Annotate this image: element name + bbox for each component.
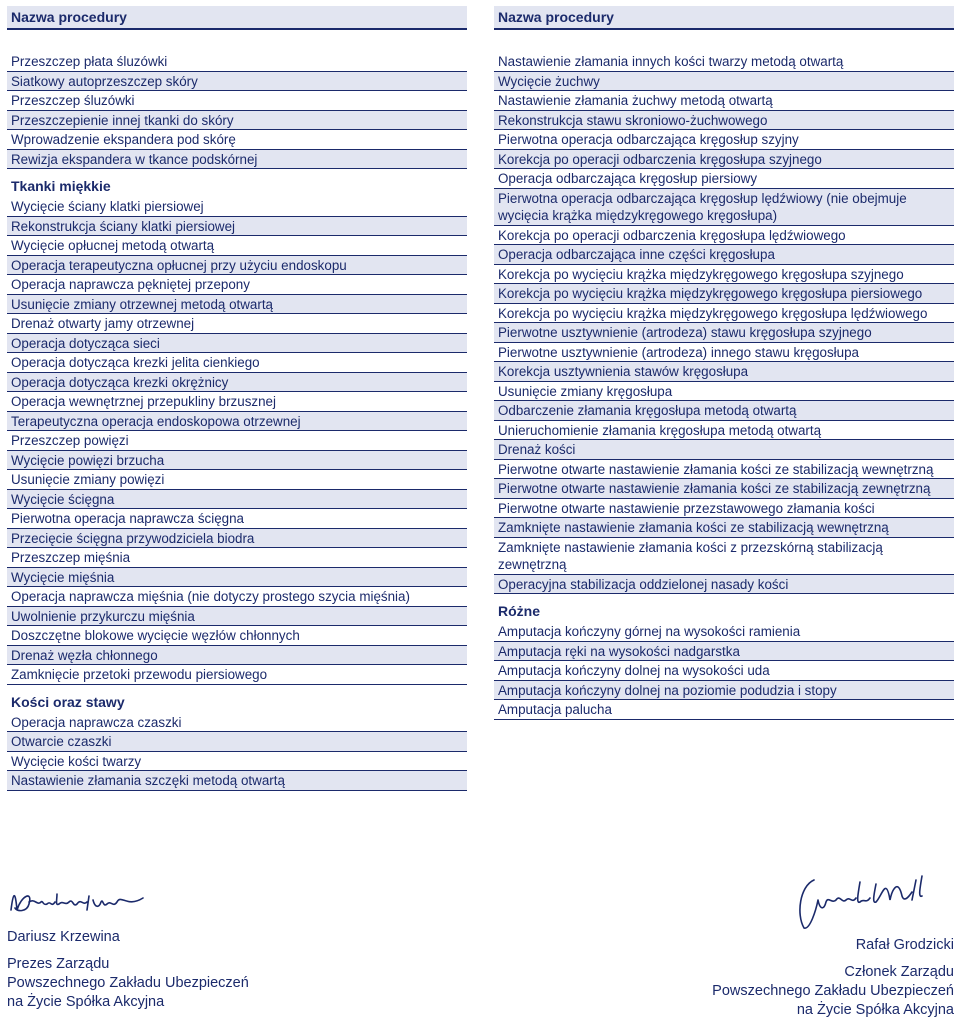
procedure-row: Amputacja kończyny dolnej na poziomie podudzia i stopy — [494, 681, 954, 701]
header-spacer — [494, 30, 954, 52]
procedure-row: Wycięcie ściany klatki piersiowej — [7, 197, 467, 217]
procedure-row: Wycięcie kości twarzy — [7, 752, 467, 772]
procedure-row: Przeszczep powięzi — [7, 431, 467, 451]
left-column — [7, 6, 467, 791]
signature-block-right — [712, 870, 954, 1020]
procedure-row: Operacja dotycząca sieci — [7, 334, 467, 354]
procedure-row: Unieruchomienie złamania kręgosłupa metodą otwartą — [494, 421, 954, 441]
procedure-row: Przeszczepienie innej tkanki do skóry — [7, 111, 467, 131]
procedure-row: Korekcja po operacji odbarczenia kręgosłupa szyjnego — [494, 150, 954, 170]
signatory-name-right: Rafał Grodzicki — [855, 937, 954, 953]
procedure-row: Korekcja usztywnienia stawów kręgosłupa — [494, 362, 954, 382]
handwritten-signature-left — [7, 880, 147, 924]
procedure-row: Otwarcie czaszki — [7, 732, 467, 752]
procedure-row: Drenaż kości — [494, 440, 954, 460]
procedure-row: Korekcja po operacji odbarczenia kręgosłupa lędźwiowego — [494, 226, 954, 246]
procedure-row: Amputacja kończyny górnej na wysokości ramienia — [494, 622, 954, 642]
procedure-row: Pierwotna operacja naprawcza ścięgna — [7, 509, 467, 529]
procedure-row: Korekcja po wycięciu krążka międzykręgowego kręgosłupa piersiowego — [494, 284, 954, 304]
procedure-row: Operacja dotycząca krezki okrężnicy — [7, 373, 467, 393]
procedure-row: Usunięcie zmiany powięzi — [7, 470, 467, 490]
procedure-row: Operacja wewnętrznej przepukliny brzusznej — [7, 392, 467, 412]
procedure-row: Wycięcie powięzi brzucha — [7, 451, 467, 471]
procedure-row: Nastawienie złamania innych kości twarzy metodą otwartą — [494, 52, 954, 72]
procedure-row: Wycięcie mięśnia — [7, 568, 467, 588]
section-heading: Kości oraz stawy — [11, 693, 125, 710]
procedure-row: Rewizja ekspandera w tkance podskórnej — [7, 150, 467, 170]
procedure-row: Pierwotne otwarte nastawienie złamania kości ze stabilizacją zewnętrzną — [494, 479, 954, 499]
procedure-row: Usunięcie zmiany kręgosłupa — [494, 382, 954, 402]
procedure-row: Wprowadzenie ekspandera pod skórę — [7, 130, 467, 150]
left-column-header: Nazwa procedury — [7, 6, 467, 30]
procedure-row: Przeszczep mięśnia — [7, 548, 467, 568]
procedure-row: Drenaż otwarty jamy otrzewnej — [7, 314, 467, 334]
procedure-row: Pierwotne otwarte nastawienie przezstawowego złamania kości — [494, 499, 954, 519]
procedure-row: Zamknięte nastawienie złamania kości z przezskórną stabilizacją zewnętrzną — [494, 538, 954, 575]
procedure-row: Usunięcie zmiany otrzewnej metodą otwartą — [7, 295, 467, 315]
section-heading: Różne — [498, 603, 540, 619]
procedure-row: Amputacja kończyny dolnej na wysokości uda — [494, 661, 954, 681]
procedure-row: Operacja naprawcza czaszki — [7, 713, 467, 733]
right-procedure-list — [494, 30, 954, 720]
procedure-row: Pierwotne otwarte nastawienie złamania kości ze stabilizacją wewnętrzną — [494, 460, 954, 480]
procedure-row: Operacja dotycząca krezki jelita cienkiego — [7, 353, 467, 373]
procedure-row: Wycięcie ścięgna — [7, 490, 467, 510]
procedure-row: Rekonstrukcja stawu skroniowo-żuchwowego — [494, 111, 954, 131]
signatory-role-left-2: Powszechnego Zakładu Ubezpieczeń — [7, 975, 249, 991]
right-column — [494, 6, 954, 720]
procedure-row: Zamknięcie przetoki przewodu piersiowego — [7, 665, 467, 685]
signatory-role-right-3: na Życie Spółka Akcyjna — [796, 1002, 954, 1018]
procedure-row: Terapeutyczna operacja endoskopowa otrzewnej — [7, 412, 467, 432]
procedure-row: Nastawienie złamania żuchwy metodą otwartą — [494, 91, 954, 111]
procedure-row: Operacja odbarczająca kręgosłup piersiowy — [494, 169, 954, 189]
procedure-row: Przecięcie ścięgna przywodziciela biodra — [7, 529, 467, 549]
procedure-row: Drenaż węzła chłonnego — [7, 646, 467, 666]
handwritten-signature-right — [794, 870, 944, 932]
left-procedure-list — [7, 30, 467, 791]
procedure-row: Operacja terapeutyczna opłucnej przy użyciu endoskopu — [7, 256, 467, 276]
signatory-role-right-1: Członek Zarządu — [844, 964, 954, 980]
procedure-row: Doszczętne blokowe wycięcie węzłów chłonnych — [7, 626, 467, 646]
right-column-header: Nazwa procedury — [494, 6, 954, 30]
procedure-row: Operacja naprawcza mięśnia (nie dotyczy prostego szycia mięśnia) — [7, 587, 467, 607]
procedure-row: Operacja naprawcza pękniętej przepony — [7, 275, 467, 295]
procedure-row: Wycięcie opłucnej metodą otwartą — [7, 236, 467, 256]
procedure-row: Przeszczep płata śluzówki — [7, 52, 467, 72]
signatory-name-left: Dariusz Krzewina — [7, 929, 120, 945]
procedure-row: Zamknięte nastawienie złamania kości ze stabilizacją wewnętrzną — [494, 518, 954, 538]
procedure-row: Wycięcie żuchwy — [494, 72, 954, 92]
signatory-role-left-1: Prezes Zarządu — [7, 956, 110, 972]
signatory-role-right-2: Powszechnego Zakładu Ubezpieczeń — [712, 983, 954, 999]
procedure-row: Uwolnienie przykurczu mięśnia — [7, 607, 467, 627]
procedure-row: Pierwotna operacja odbarczająca kręgosłup szyjny — [494, 130, 954, 150]
procedure-row: Operacyjna stabilizacja oddzielonej nasady kości — [494, 575, 954, 595]
procedure-row: Amputacja palucha — [494, 700, 954, 720]
section-heading: Tkanki miękkie — [11, 178, 111, 194]
signatory-role-left-3: na Życie Spółka Akcyjna — [7, 994, 165, 1010]
procedure-row: Korekcja po wycięciu krążka międzykręgowego kręgosłupa lędźwiowego — [494, 304, 954, 324]
signature-block-left — [7, 880, 249, 1012]
procedure-row: Rekonstrukcja ściany klatki piersiowej — [7, 217, 467, 237]
procedure-row: Operacja odbarczająca inne części kręgosłupa — [494, 245, 954, 265]
procedure-row: Pierwotne usztywnienie (artrodeza) stawu kręgosłupa szyjnego — [494, 323, 954, 343]
procedure-row: Odbarczenie złamania kręgosłupa metodą otwartą — [494, 401, 954, 421]
procedure-row: Nastawienie złamania szczęki metodą otwartą — [7, 771, 467, 791]
header-spacer — [7, 30, 467, 52]
procedure-row: Korekcja po wycięciu krążka międzykręgowego kręgosłupa szyjnego — [494, 265, 954, 285]
procedure-row: Pierwotna operacja odbarczająca kręgosłup lędźwiowy (nie obejmuje wycięcia krążka międzykręgowego kręgosłupa) — [494, 189, 954, 226]
procedure-row: Pierwotne usztywnienie (artrodeza) innego stawu kręgosłupa — [494, 343, 954, 363]
procedure-row: Amputacja ręki na wysokości nadgarstka — [494, 642, 954, 662]
procedure-row: Siatkowy autoprzeszczep skóry — [7, 72, 467, 92]
procedure-row: Przeszczep śluzówki — [7, 91, 467, 111]
